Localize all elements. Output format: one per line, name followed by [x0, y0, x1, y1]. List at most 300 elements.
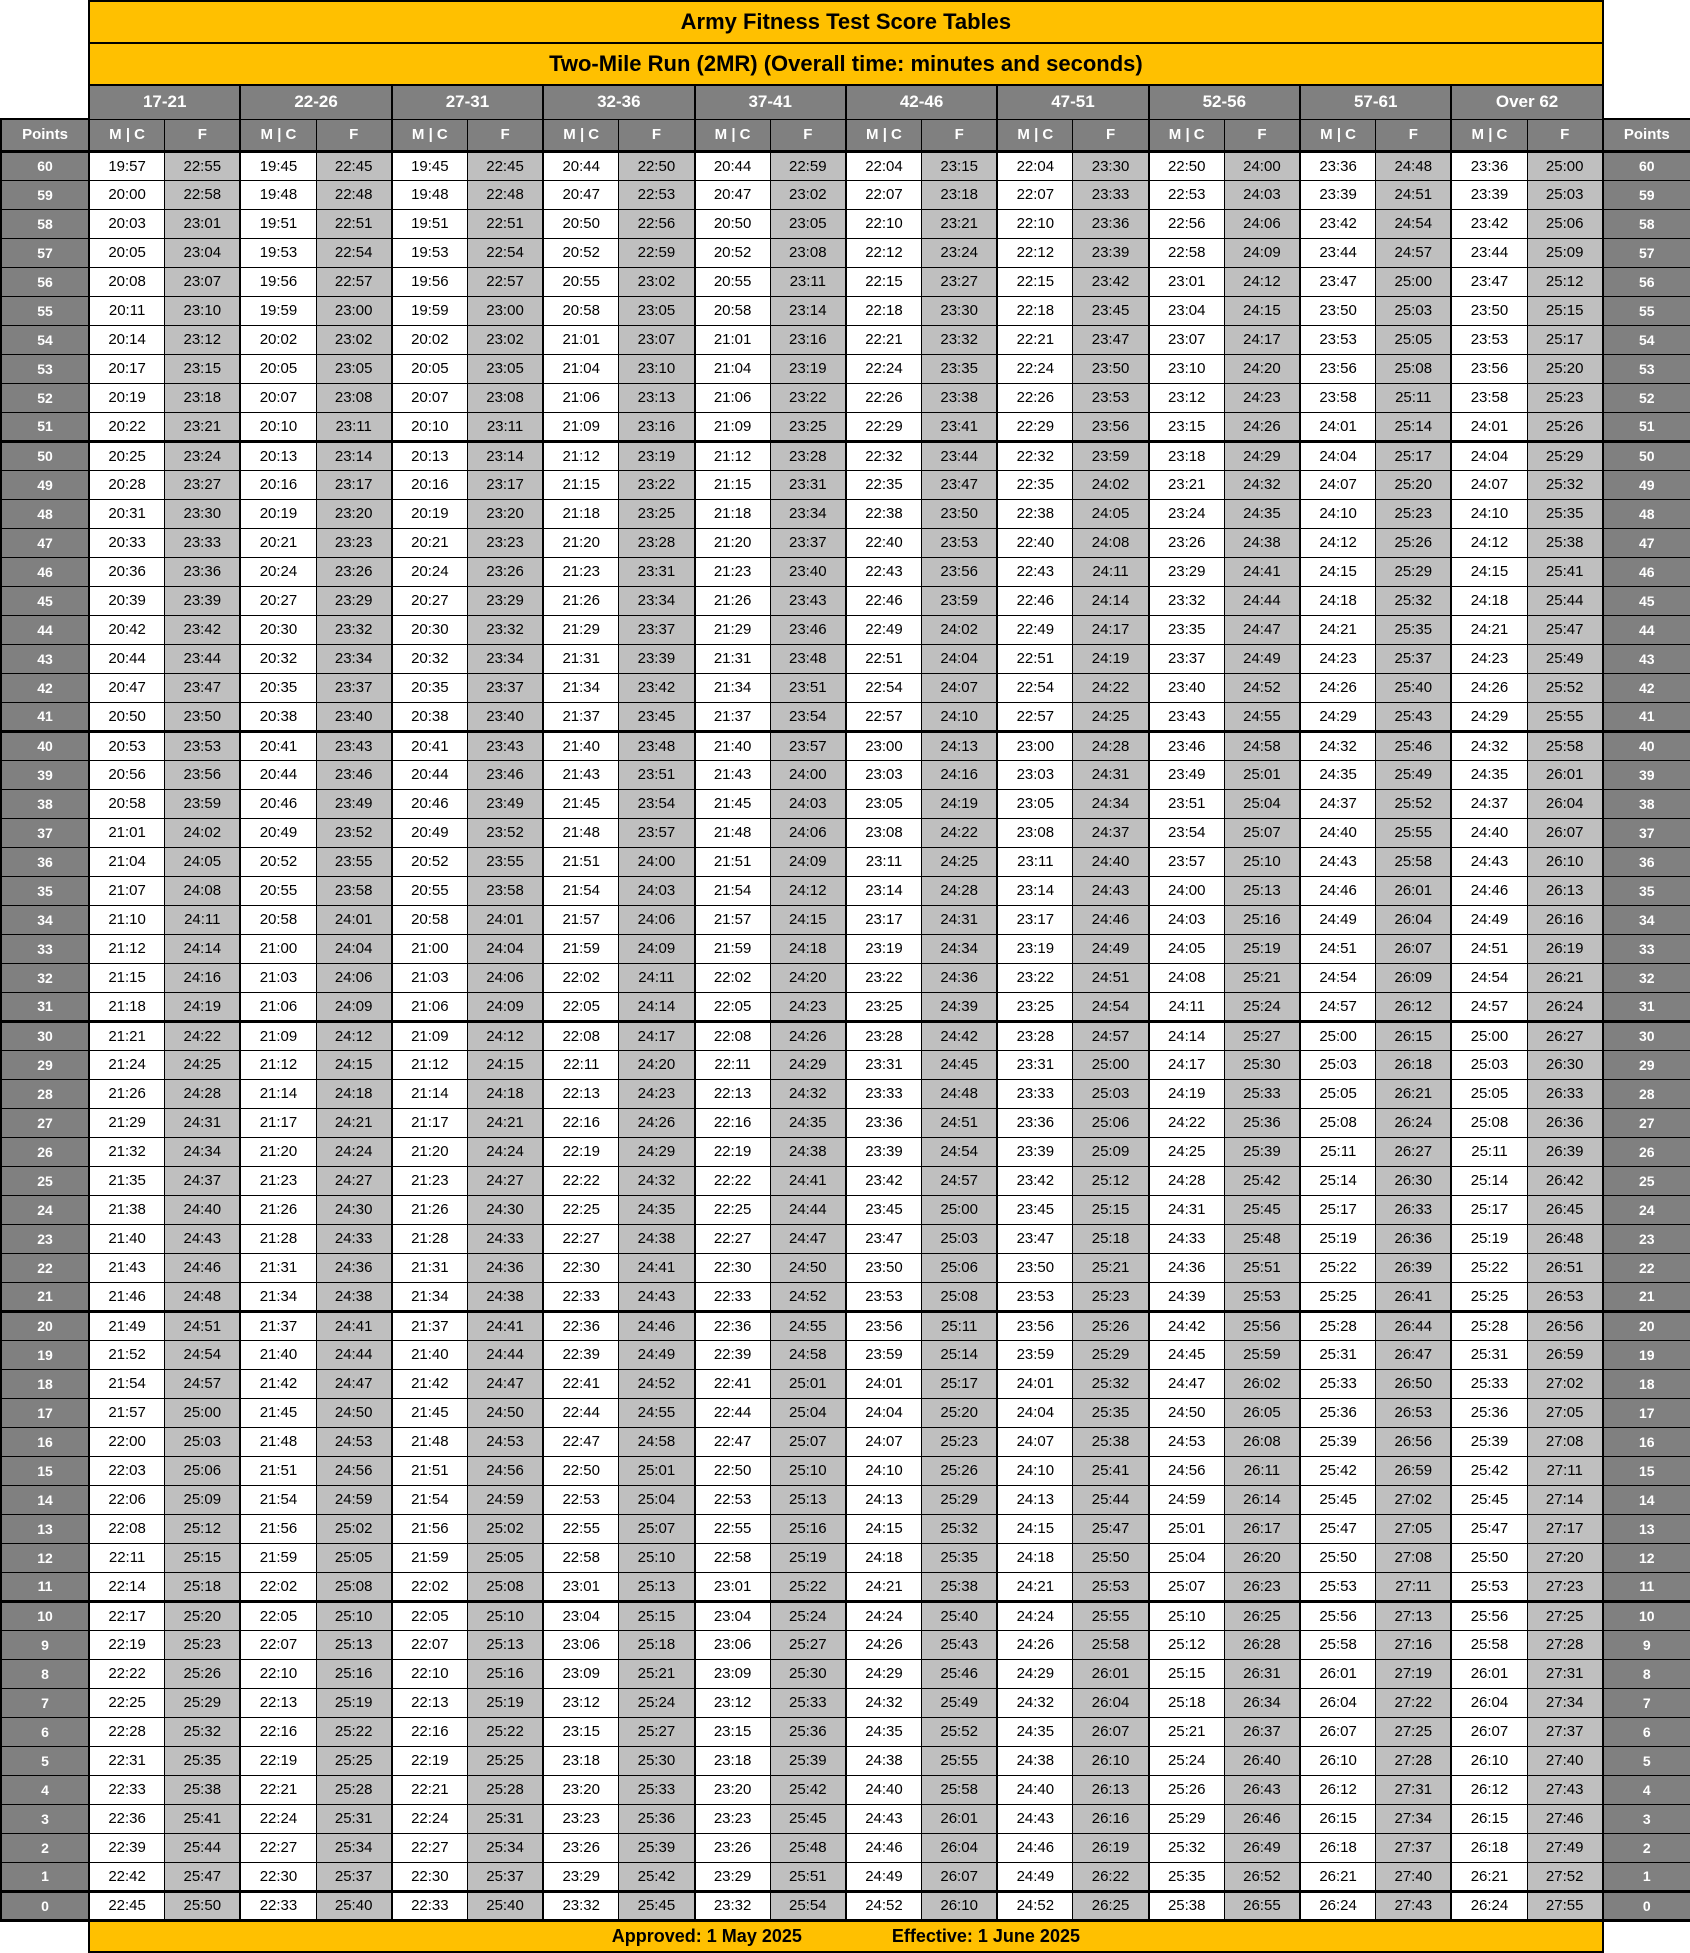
time-cell-female: 25:21 — [619, 1659, 695, 1688]
time-cell-female: 23:47 — [922, 470, 998, 499]
time-cell-male: 24:11 — [1149, 992, 1225, 1021]
time-cell-male: 23:10 — [1149, 354, 1225, 383]
time-cell-male: 20:13 — [392, 441, 468, 470]
table-row — [1, 180, 1690, 209]
time-cell-female: 25:36 — [619, 1804, 695, 1833]
time-cell-male: 26:15 — [1300, 1804, 1376, 1833]
time-cell-female: 23:56 — [922, 557, 998, 586]
time-cell-female: 25:14 — [1376, 412, 1452, 441]
points-cell: 17 — [1, 1398, 89, 1427]
time-cell-female: 26:30 — [1527, 1050, 1603, 1079]
time-cell-female: 25:54 — [770, 1891, 846, 1920]
time-cell-male: 23:47 — [997, 1224, 1073, 1253]
points-cell: 10 — [1603, 1601, 1690, 1630]
time-cell-female: 24:51 — [1376, 180, 1452, 209]
time-cell-male: 20:38 — [392, 702, 468, 731]
time-cell-female: 27:25 — [1527, 1601, 1603, 1630]
time-cell-male: 23:15 — [1149, 412, 1225, 441]
time-cell-male: 24:51 — [1300, 934, 1376, 963]
time-cell-male: 21:52 — [89, 1340, 165, 1369]
time-cell-female: 26:56 — [1527, 1311, 1603, 1340]
time-cell-female: 24:04 — [316, 934, 392, 963]
time-cell-male: 21:40 — [392, 1340, 468, 1369]
time-cell-female: 24:01 — [467, 905, 543, 934]
time-cell-male: 24:10 — [846, 1456, 922, 1485]
time-cell-male: 20:44 — [240, 760, 316, 789]
time-cell-female: 23:19 — [619, 441, 695, 470]
column-header-male: M | C — [543, 119, 619, 151]
time-cell-male: 22:46 — [846, 586, 922, 615]
time-cell-female: 26:39 — [1527, 1137, 1603, 1166]
points-cell: 31 — [1603, 992, 1690, 1021]
time-cell-male: 23:50 — [997, 1253, 1073, 1282]
time-cell-male: 21:12 — [240, 1050, 316, 1079]
time-cell-female: 24:40 — [165, 1195, 241, 1224]
time-cell-male: 20:21 — [392, 528, 468, 557]
points-cell: 14 — [1, 1485, 89, 1514]
table-row — [1, 1050, 1690, 1079]
time-cell-female: 25:29 — [1073, 1340, 1149, 1369]
time-cell-male: 22:55 — [695, 1514, 771, 1543]
time-cell-female: 23:11 — [467, 412, 543, 441]
time-cell-female: 23:14 — [467, 441, 543, 470]
points-cell: 58 — [1603, 209, 1690, 238]
time-cell-male: 22:36 — [89, 1804, 165, 1833]
time-cell-male: 21:04 — [543, 354, 619, 383]
time-cell-male: 20:52 — [240, 847, 316, 876]
time-cell-male: 22:21 — [240, 1775, 316, 1804]
column-header-male: M | C — [392, 119, 468, 151]
time-cell-male: 22:58 — [543, 1543, 619, 1572]
time-cell-female: 27:19 — [1376, 1659, 1452, 1688]
time-cell-female: 22:50 — [619, 151, 695, 180]
time-cell-female: 25:31 — [467, 1804, 543, 1833]
time-cell-male: 23:26 — [695, 1833, 771, 1862]
time-cell-female: 23:32 — [922, 325, 998, 354]
time-cell-female: 24:46 — [1073, 905, 1149, 934]
time-cell-female: 24:59 — [467, 1485, 543, 1514]
time-cell-female: 25:24 — [619, 1688, 695, 1717]
time-cell-male: 20:52 — [543, 238, 619, 267]
time-cell-female: 25:21 — [1224, 963, 1300, 992]
time-cell-female: 24:13 — [922, 731, 998, 760]
time-cell-female: 25:00 — [1376, 267, 1452, 296]
time-cell-male: 21:31 — [392, 1253, 468, 1282]
time-cell-male: 20:32 — [392, 644, 468, 673]
time-cell-female: 23:30 — [1073, 151, 1149, 180]
time-cell-female: 25:46 — [922, 1659, 998, 1688]
time-cell-female: 25:10 — [770, 1456, 846, 1485]
time-cell-female: 25:24 — [1224, 992, 1300, 1021]
time-cell-female: 26:21 — [1376, 1079, 1452, 1108]
time-cell-male: 22:50 — [1149, 151, 1225, 180]
time-cell-male: 21:12 — [543, 441, 619, 470]
time-cell-male: 22:53 — [1149, 180, 1225, 209]
time-cell-male: 26:21 — [1451, 1862, 1527, 1891]
points-cell: 8 — [1, 1659, 89, 1688]
time-cell-male: 24:56 — [1149, 1456, 1225, 1485]
table-row — [1, 1079, 1690, 1108]
time-cell-male: 21:06 — [543, 383, 619, 412]
time-cell-male: 25:19 — [1451, 1224, 1527, 1253]
time-cell-male: 20:24 — [240, 557, 316, 586]
time-cell-female: 24:51 — [1073, 963, 1149, 992]
time-cell-male: 23:11 — [846, 847, 922, 876]
time-cell-female: 24:23 — [770, 992, 846, 1021]
footer-effective: Effective: 1 June 2025 — [891, 1925, 1080, 1946]
time-cell-female: 23:23 — [467, 528, 543, 557]
time-cell-male: 20:32 — [240, 644, 316, 673]
time-cell-male: 23:29 — [695, 1862, 771, 1891]
age-header-57-61: 57-61 — [1300, 85, 1451, 119]
time-cell-male: 24:18 — [846, 1543, 922, 1572]
points-cell: 57 — [1603, 238, 1690, 267]
time-cell-female: 24:29 — [1224, 441, 1300, 470]
column-header-female: F — [922, 119, 998, 151]
time-cell-male: 20:38 — [240, 702, 316, 731]
time-cell-male: 21:54 — [392, 1485, 468, 1514]
time-cell-female: 27:28 — [1376, 1746, 1452, 1775]
time-cell-male: 23:01 — [543, 1572, 619, 1601]
time-cell-male: 23:15 — [543, 1717, 619, 1746]
time-cell-male: 24:50 — [1149, 1398, 1225, 1427]
time-cell-female: 25:13 — [1224, 876, 1300, 905]
time-cell-male: 25:50 — [1300, 1543, 1376, 1572]
footer-bar — [89, 1920, 1603, 1952]
time-cell-female: 26:02 — [1224, 1369, 1300, 1398]
time-cell-female: 23:57 — [770, 731, 846, 760]
time-cell-female: 23:26 — [316, 557, 392, 586]
time-cell-female: 24:20 — [619, 1050, 695, 1079]
time-cell-female: 25:15 — [619, 1601, 695, 1630]
time-cell-female: 27:23 — [1527, 1572, 1603, 1601]
time-cell-male: 22:36 — [695, 1311, 771, 1340]
time-cell-male: 25:45 — [1300, 1485, 1376, 1514]
time-cell-male: 25:22 — [1451, 1253, 1527, 1282]
corner-top-left — [1, 1, 89, 43]
table-row — [1, 1572, 1690, 1601]
time-cell-male: 21:37 — [392, 1311, 468, 1340]
time-cell-female: 27:11 — [1376, 1572, 1452, 1601]
time-cell-female: 24:06 — [467, 963, 543, 992]
time-cell-male: 24:43 — [1451, 847, 1527, 876]
time-cell-male: 21:29 — [695, 615, 771, 644]
points-cell: 7 — [1, 1688, 89, 1717]
time-cell-male: 24:43 — [997, 1804, 1073, 1833]
time-cell-male: 21:40 — [695, 731, 771, 760]
time-cell-male: 23:56 — [1451, 354, 1527, 383]
time-cell-male: 22:27 — [695, 1224, 771, 1253]
time-cell-male: 23:39 — [1300, 180, 1376, 209]
points-cell: 36 — [1, 847, 89, 876]
time-cell-male: 22:25 — [89, 1688, 165, 1717]
time-cell-female: 24:47 — [467, 1369, 543, 1398]
time-cell-female: 24:40 — [1073, 847, 1149, 876]
time-cell-female: 23:10 — [165, 296, 241, 325]
time-cell-female: 24:16 — [922, 760, 998, 789]
time-cell-male: 22:02 — [695, 963, 771, 992]
time-cell-female: 24:14 — [619, 992, 695, 1021]
time-cell-male: 21:43 — [89, 1253, 165, 1282]
time-cell-male: 25:36 — [1300, 1398, 1376, 1427]
time-cell-male: 23:01 — [1149, 267, 1225, 296]
time-cell-male: 22:35 — [997, 470, 1073, 499]
time-cell-male: 19:45 — [392, 151, 468, 180]
time-cell-female: 25:56 — [1224, 1311, 1300, 1340]
time-cell-male: 22:08 — [89, 1514, 165, 1543]
points-cell: 18 — [1603, 1369, 1690, 1398]
time-cell-female: 27:40 — [1376, 1862, 1452, 1891]
time-cell-male: 20:19 — [89, 383, 165, 412]
time-cell-female: 25:43 — [922, 1630, 998, 1659]
time-cell-male: 23:49 — [1149, 760, 1225, 789]
time-cell-female: 25:40 — [1376, 673, 1452, 702]
points-cell: 57 — [1, 238, 89, 267]
time-cell-male: 25:26 — [1149, 1775, 1225, 1804]
time-cell-female: 25:59 — [1224, 1340, 1300, 1369]
time-cell-female: 23:50 — [1073, 354, 1149, 383]
time-cell-female: 26:43 — [1224, 1775, 1300, 1804]
time-cell-female: 26:49 — [1224, 1833, 1300, 1862]
time-cell-female: 24:22 — [1073, 673, 1149, 702]
table-row — [1, 1717, 1690, 1746]
points-cell: 38 — [1603, 789, 1690, 818]
time-cell-female: 23:55 — [467, 847, 543, 876]
time-cell-female: 24:15 — [467, 1050, 543, 1079]
time-cell-female: 24:06 — [770, 818, 846, 847]
time-cell-female: 23:42 — [619, 673, 695, 702]
time-cell-male: 22:18 — [846, 296, 922, 325]
time-cell-female: 26:21 — [1527, 963, 1603, 992]
time-cell-female: 25:25 — [316, 1746, 392, 1775]
time-cell-female: 23:28 — [619, 528, 695, 557]
time-cell-male: 22:10 — [997, 209, 1073, 238]
time-cell-female: 25:23 — [922, 1427, 998, 1456]
time-cell-female: 25:33 — [770, 1688, 846, 1717]
time-cell-male: 22:11 — [89, 1543, 165, 1572]
time-cell-male: 23:40 — [1149, 673, 1225, 702]
time-cell-male: 22:32 — [997, 441, 1073, 470]
time-cell-female: 25:51 — [1224, 1253, 1300, 1282]
time-cell-male: 22:21 — [846, 325, 922, 354]
time-cell-female: 24:41 — [1224, 557, 1300, 586]
time-cell-male: 22:41 — [695, 1369, 771, 1398]
points-cell: 17 — [1603, 1398, 1690, 1427]
time-cell-female: 25:06 — [1073, 1108, 1149, 1137]
time-cell-female: 27:40 — [1527, 1746, 1603, 1775]
points-cell: 52 — [1, 383, 89, 412]
time-cell-male: 24:23 — [1451, 644, 1527, 673]
time-cell-female: 26:33 — [1527, 1079, 1603, 1108]
time-cell-male: 26:10 — [1451, 1746, 1527, 1775]
time-cell-male: 21:31 — [543, 644, 619, 673]
time-cell-female: 24:34 — [922, 934, 998, 963]
time-cell-female: 25:15 — [165, 1543, 241, 1572]
points-cell: 55 — [1, 296, 89, 325]
points-cell: 25 — [1603, 1166, 1690, 1195]
time-cell-female: 25:36 — [770, 1717, 846, 1746]
time-cell-male: 23:33 — [846, 1079, 922, 1108]
time-cell-male: 22:17 — [89, 1601, 165, 1630]
time-cell-male: 21:04 — [89, 847, 165, 876]
time-cell-female: 27:11 — [1527, 1456, 1603, 1485]
time-cell-male: 20:41 — [392, 731, 468, 760]
points-cell: 25 — [1, 1166, 89, 1195]
time-cell-female: 23:21 — [165, 412, 241, 441]
time-cell-male: 26:18 — [1451, 1833, 1527, 1862]
time-cell-male: 20:22 — [89, 412, 165, 441]
time-cell-male: 21:51 — [543, 847, 619, 876]
time-cell-female: 25:11 — [1376, 383, 1452, 412]
column-header-male: M | C — [695, 119, 771, 151]
time-cell-male: 23:33 — [997, 1079, 1073, 1108]
time-cell-male: 24:32 — [846, 1688, 922, 1717]
points-cell: 16 — [1603, 1427, 1690, 1456]
time-cell-female: 23:50 — [165, 702, 241, 731]
time-cell-female: 25:21 — [1073, 1253, 1149, 1282]
time-cell-male: 22:11 — [543, 1050, 619, 1079]
time-cell-male: 21:34 — [392, 1282, 468, 1311]
time-cell-male: 24:35 — [1451, 760, 1527, 789]
time-cell-female: 24:19 — [1073, 644, 1149, 673]
time-cell-female: 25:13 — [619, 1572, 695, 1601]
points-cell: 4 — [1, 1775, 89, 1804]
time-cell-male: 20:31 — [89, 499, 165, 528]
time-cell-male: 23:07 — [1149, 325, 1225, 354]
time-cell-male: 20:21 — [240, 528, 316, 557]
points-cell: 47 — [1603, 528, 1690, 557]
time-cell-female: 24:08 — [165, 876, 241, 905]
time-cell-male: 21:06 — [392, 992, 468, 1021]
time-cell-male: 20:55 — [392, 876, 468, 905]
time-cell-female: 25:10 — [316, 1601, 392, 1630]
footer-row — [1, 1920, 1690, 1952]
time-cell-male: 23:24 — [1149, 499, 1225, 528]
time-cell-female: 23:33 — [165, 528, 241, 557]
time-cell-male: 24:54 — [1451, 963, 1527, 992]
time-cell-male: 20:55 — [543, 267, 619, 296]
time-cell-male: 21:15 — [695, 470, 771, 499]
time-cell-male: 24:13 — [997, 1485, 1073, 1514]
time-cell-male: 25:50 — [1451, 1543, 1527, 1572]
time-cell-female: 25:13 — [316, 1630, 392, 1659]
column-header-male: M | C — [89, 119, 165, 151]
column-header-female: F — [1376, 119, 1452, 151]
table-row — [1, 1311, 1690, 1340]
table-row — [1, 267, 1690, 296]
time-cell-male: 23:58 — [1451, 383, 1527, 412]
points-cell: 9 — [1, 1630, 89, 1659]
time-cell-female: 23:56 — [165, 760, 241, 789]
time-cell-male: 22:47 — [543, 1427, 619, 1456]
time-cell-male: 21:35 — [89, 1166, 165, 1195]
time-cell-female: 25:26 — [1527, 412, 1603, 441]
time-cell-male: 22:58 — [1149, 238, 1225, 267]
points-cell: 15 — [1603, 1456, 1690, 1485]
time-cell-male: 24:10 — [1300, 499, 1376, 528]
time-cell-female: 25:33 — [619, 1775, 695, 1804]
time-cell-male: 19:53 — [392, 238, 468, 267]
table-row — [1, 1746, 1690, 1775]
time-cell-male: 25:03 — [1300, 1050, 1376, 1079]
time-cell-male: 24:10 — [1451, 499, 1527, 528]
time-cell-male: 20:28 — [89, 470, 165, 499]
time-cell-female: 24:03 — [619, 876, 695, 905]
points-cell: 31 — [1, 992, 89, 1021]
time-cell-male: 21:51 — [240, 1456, 316, 1485]
time-cell-female: 25:58 — [1073, 1630, 1149, 1659]
points-cell: 40 — [1, 731, 89, 760]
column-header-female: F — [770, 119, 846, 151]
time-cell-female: 23:25 — [619, 499, 695, 528]
time-cell-female: 25:06 — [922, 1253, 998, 1282]
time-cell-female: 23:39 — [165, 586, 241, 615]
time-cell-female: 23:05 — [316, 354, 392, 383]
time-cell-male: 23:18 — [1149, 441, 1225, 470]
time-cell-female: 23:25 — [770, 412, 846, 441]
time-cell-female: 23:26 — [467, 557, 543, 586]
time-cell-male: 25:29 — [1149, 1804, 1225, 1833]
time-cell-female: 23:00 — [467, 296, 543, 325]
time-cell-female: 27:16 — [1376, 1630, 1452, 1659]
time-cell-male: 21:38 — [89, 1195, 165, 1224]
time-cell-male: 23:08 — [846, 818, 922, 847]
time-cell-male: 23:54 — [1149, 818, 1225, 847]
corner — [1603, 85, 1690, 119]
time-cell-male: 24:29 — [1300, 702, 1376, 731]
time-cell-male: 21:37 — [543, 702, 619, 731]
time-cell-male: 22:10 — [846, 209, 922, 238]
time-cell-male: 26:18 — [1300, 1833, 1376, 1862]
time-cell-male: 20:58 — [695, 296, 771, 325]
time-cell-male: 21:00 — [240, 934, 316, 963]
points-cell: 54 — [1603, 325, 1690, 354]
time-cell-male: 24:04 — [1451, 441, 1527, 470]
time-cell-male: 19:48 — [240, 180, 316, 209]
time-cell-female: 24:44 — [467, 1340, 543, 1369]
time-cell-female: 25:05 — [316, 1543, 392, 1572]
time-cell-female: 23:51 — [770, 673, 846, 702]
time-cell-male: 22:27 — [543, 1224, 619, 1253]
table-row — [1, 615, 1690, 644]
time-cell-male: 25:39 — [1300, 1427, 1376, 1456]
time-cell-female: 26:42 — [1527, 1166, 1603, 1195]
time-cell-male: 21:20 — [240, 1137, 316, 1166]
time-cell-female: 23:00 — [316, 296, 392, 325]
time-cell-female: 23:18 — [922, 180, 998, 209]
time-cell-female: 26:01 — [922, 1804, 998, 1833]
time-cell-male: 22:33 — [240, 1891, 316, 1920]
age-header-row — [1, 85, 1690, 119]
points-cell: 14 — [1603, 1485, 1690, 1514]
time-cell-male: 23:42 — [1300, 209, 1376, 238]
time-cell-male: 21:14 — [240, 1079, 316, 1108]
time-cell-male: 22:57 — [846, 702, 922, 731]
time-cell-female: 24:29 — [770, 1050, 846, 1079]
time-cell-male: 25:21 — [1149, 1717, 1225, 1746]
time-cell-male: 23:29 — [543, 1862, 619, 1891]
time-cell-female: 25:10 — [619, 1543, 695, 1572]
time-cell-female: 23:11 — [770, 267, 846, 296]
time-cell-female: 23:42 — [165, 615, 241, 644]
time-cell-male: 21:59 — [695, 934, 771, 963]
time-cell-female: 24:53 — [467, 1427, 543, 1456]
time-cell-male: 19:56 — [240, 267, 316, 296]
time-cell-male: 23:53 — [1451, 325, 1527, 354]
time-cell-female: 25:22 — [316, 1717, 392, 1746]
time-cell-male: 21:06 — [695, 383, 771, 412]
time-cell-male: 21:45 — [240, 1398, 316, 1427]
